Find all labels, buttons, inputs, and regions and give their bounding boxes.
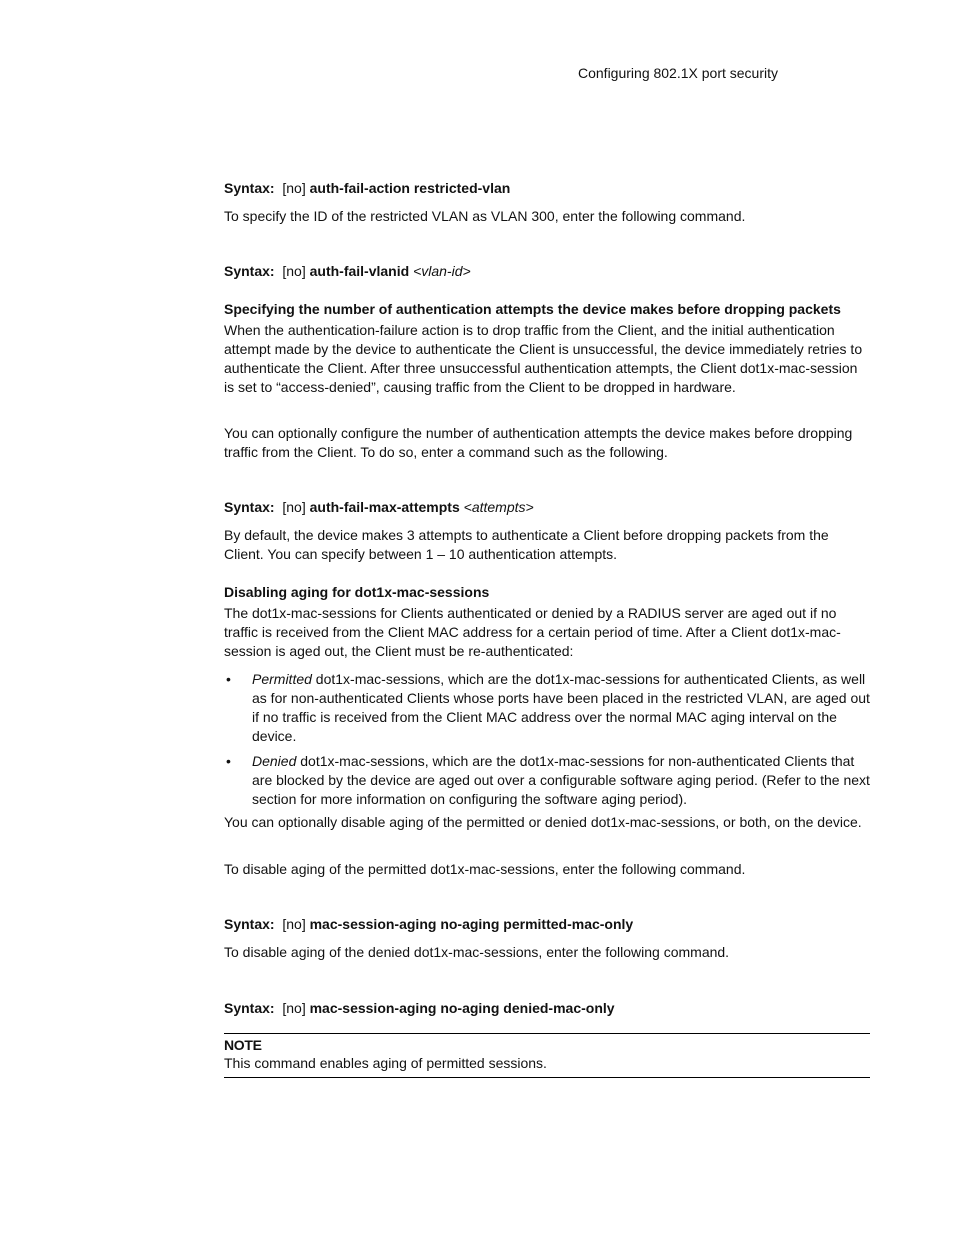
syntax-command: mac-session-aging no-aging denied-mac-only <box>309 1000 615 1016</box>
syntax-command: mac-session-aging no-aging permitted-mac-only <box>309 916 634 932</box>
paragraph-attempts-1: When the authentication-failure action is to drop traffic from the Client, and the initial authentication attempt made by the device to authenticate the Client is unsuccessful, the device immediately retries to authenticate the Client. After three unsuccessful authentication attempts, the Client dot1x-mac-session is set to “access-denied”, causing traffic from the Client to be dropped in hardware. <box>224 322 863 395</box>
no-token: [no] <box>282 180 306 196</box>
syntax-command: auth-fail-vlanid <box>309 263 410 279</box>
syntax-label: Syntax: <box>224 499 275 515</box>
list-item <box>224 752 870 809</box>
paragraph-default-attempts: By default, the device makes 3 attempts to authenticate a Client before dropping packets from the Client. You can specify between 1 – 10 authentication attempts. <box>224 527 829 562</box>
note-label: NOTE <box>224 1037 262 1053</box>
syntax-line-auth-fail-vlanid <box>224 262 870 281</box>
syntax-argument: <vlan-id> <box>413 263 471 279</box>
syntax-line-auth-fail-action <box>224 179 870 198</box>
section-heading-aging: Disabling aging for dot1x-mac-sessions <box>224 584 490 600</box>
paragraph-denied: To disable aging of the denied dot1x-mac-sessions, enter the following command. <box>224 944 730 960</box>
bullet-text: dot1x-mac-sessions, which are the dot1x-mac-sessions for authenticated Clients, as well as for non-authenticated Clients whose ports have been placed in the restricted VLAN, are aged out if no traffic is received from the Client MAC address over the normal MAC aging interval on the device. <box>252 671 870 744</box>
syntax-label: Syntax: <box>224 1000 275 1016</box>
no-token: [no] <box>282 1000 306 1016</box>
paragraph-aging-2: You can optionally disable aging of the permitted or denied dot1x-mac-sessions, or both, on the device. <box>224 814 862 830</box>
syntax-argument: <attempts> <box>463 499 534 515</box>
running-header: Configuring 802.1X port security <box>578 65 778 81</box>
syntax-line-no-aging-permitted <box>224 915 870 934</box>
aging-bullet-list <box>224 670 870 815</box>
no-token: [no] <box>282 263 306 279</box>
syntax-label: Syntax: <box>224 916 275 932</box>
paragraph-attempts-2: You can optionally configure the number of authentication attempts the device makes before dropping traffic from the Client. To do so, enter a command such as the following. <box>224 425 853 460</box>
paragraph-aging-1: The dot1x-mac-sessions for Clients authenticated or denied by a RADIUS server are aged out if no traffic is received from the Client MAC address for a certain period of time. After a Client dot1x-mac-session is aged out, the Client must be re-authenticated: <box>224 605 841 659</box>
syntax-command: auth-fail-action restricted-vlan <box>309 180 511 196</box>
section-heading-attempts: Specifying the number of authentication attempts the device makes before dropping packets <box>224 301 841 317</box>
paragraph-restricted-vlan: To specify the ID of the restricted VLAN as VLAN 300, enter the following command. <box>224 208 746 224</box>
paragraph-aging-3: To disable aging of the permitted dot1x-mac-sessions, enter the following command. <box>224 861 746 877</box>
bullet-term: Permitted <box>252 671 312 687</box>
syntax-label: Syntax: <box>224 263 275 279</box>
no-token: [no] <box>282 499 306 515</box>
bullet-marker: • <box>226 753 231 769</box>
syntax-command: auth-fail-max-attempts <box>309 499 460 515</box>
syntax-line-auth-fail-max-attempts <box>224 498 870 517</box>
bullet-text: dot1x-mac-sessions, which are the dot1x-mac-sessions for non-authenticated Clients that are blocked by the device are aged out over a configurable software aging period. (Refer to the next section for more information on configuring the software aging period). <box>252 753 870 807</box>
note-bottom-rule <box>224 1077 870 1078</box>
syntax-label: Syntax: <box>224 180 275 196</box>
syntax-line-no-aging-denied <box>224 999 870 1018</box>
no-token: [no] <box>282 916 306 932</box>
bullet-term: Denied <box>252 753 297 769</box>
note-text: This command enables aging of permitted sessions. <box>224 1055 547 1071</box>
note-top-rule <box>224 1033 870 1034</box>
list-item <box>224 670 870 746</box>
bullet-marker: • <box>226 671 231 687</box>
